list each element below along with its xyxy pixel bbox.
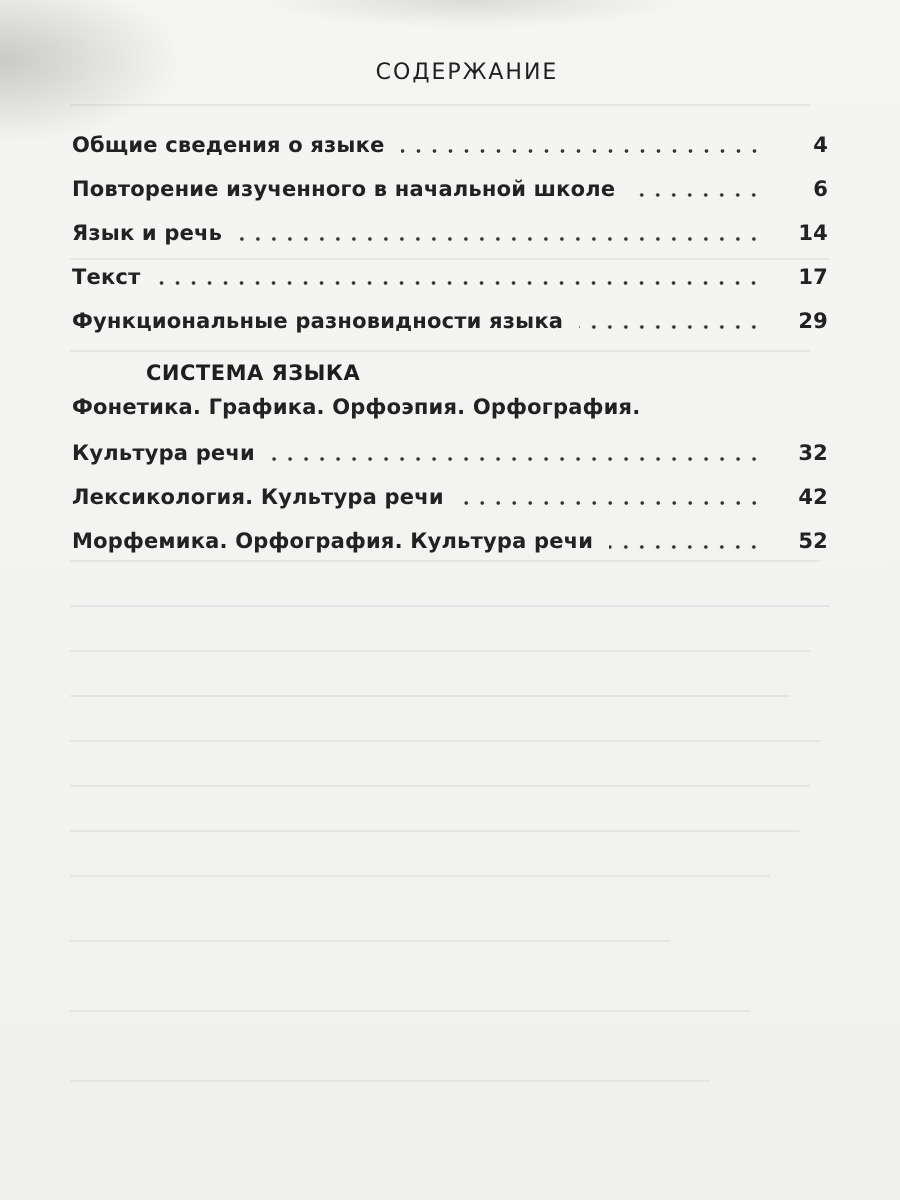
dot-leader: [609, 544, 762, 550]
dot-leader: [238, 236, 762, 242]
toc-entry-label-line1: Фонетика. Графика. Орфоэпия. Орфография.: [72, 395, 641, 419]
bleed-through-line: [70, 650, 810, 652]
dot-leader: [579, 324, 762, 330]
toc-entry[interactable]: [72, 395, 832, 473]
bleed-through-line: [70, 1010, 750, 1012]
toc-entry-label: Язык и речь: [72, 221, 223, 245]
toc-entry-label: Лексикология. Культура речи: [72, 485, 444, 509]
toc-entry-page: 4: [813, 133, 828, 157]
toc-entry[interactable]: [72, 209, 832, 253]
toc-entry[interactable]: [72, 165, 832, 209]
toc-entry[interactable]: [72, 121, 832, 165]
dot-leader: [271, 456, 762, 462]
bleed-through-line: [70, 1080, 710, 1082]
dot-leader: [631, 192, 762, 198]
toc-entry-label: Морфемика. Орфография. Культура речи: [72, 529, 594, 553]
bleed-through-line: [70, 695, 790, 697]
toc-entry[interactable]: [72, 473, 832, 517]
dot-leader: [401, 148, 762, 154]
table-of-contents: [72, 60, 832, 561]
toc-title: СОДЕРЖАНИЕ: [375, 60, 559, 85]
toc-entry-page: 14: [798, 221, 828, 245]
toc-entry-page: 32: [798, 441, 828, 465]
bleed-through-line: [70, 940, 670, 942]
section-heading: СИСТЕМА ЯЗЫКА: [146, 361, 361, 385]
bleed-through-line: [70, 830, 800, 832]
toc-entry[interactable]: [72, 253, 832, 297]
toc-entry[interactable]: [72, 297, 832, 341]
toc-entry-page: 29: [798, 309, 828, 333]
toc-entry[interactable]: [72, 517, 832, 561]
toc-entry-label: Общие сведения о языке: [72, 133, 385, 157]
bleed-through-line: [70, 740, 820, 742]
dot-leader: [156, 280, 762, 286]
toc-entry-page: 52: [798, 529, 828, 553]
toc-entry-label: Повторение изученного в начальной школе: [72, 177, 616, 201]
bleed-through-line: [70, 875, 770, 877]
toc-entry-page: 42: [798, 485, 828, 509]
toc-entry-page: 6: [813, 177, 828, 201]
toc-entry-label: Текст: [72, 265, 141, 289]
bleed-through-line: [70, 605, 830, 607]
toc-entry-label: Функциональные разновидности языка: [72, 309, 564, 333]
dot-leader: [460, 500, 762, 506]
toc-entry-label: Культура речи: [72, 441, 255, 465]
bleed-through-line: [70, 785, 810, 787]
toc-entry-page: 17: [798, 265, 828, 289]
